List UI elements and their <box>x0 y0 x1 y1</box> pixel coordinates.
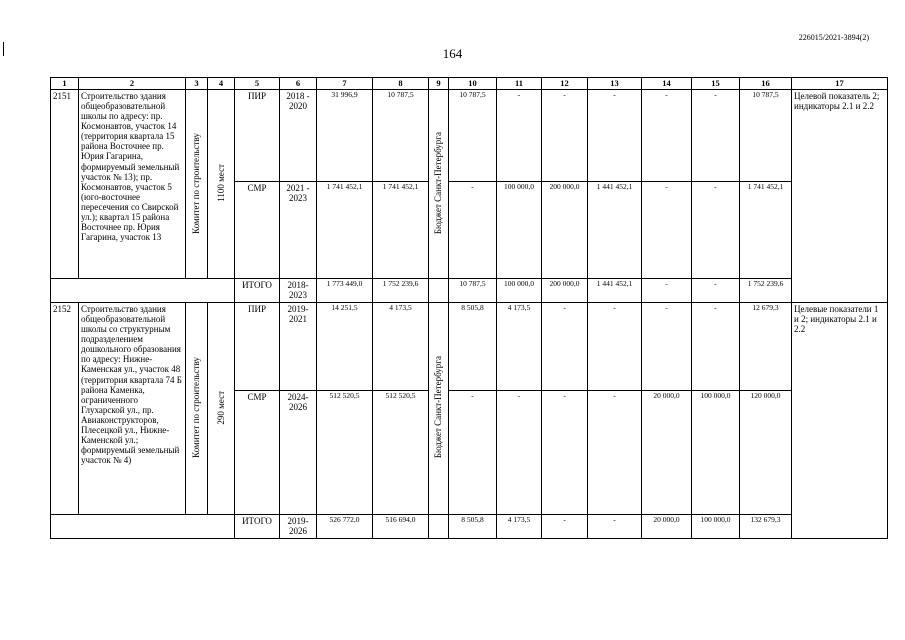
period: 2018- 2023 <box>280 279 317 303</box>
customer-text: Комитет по строительству <box>191 132 202 234</box>
program-table <box>50 77 888 539</box>
stage: СМР <box>235 391 280 515</box>
header-cell: 6 <box>280 78 317 90</box>
value-cell: 4 173,5 <box>373 303 429 391</box>
value-cell: - <box>588 515 642 539</box>
value-cell: 200 000,0 <box>542 279 588 303</box>
customer-text: Комитет по строительству <box>191 357 202 458</box>
value-cell: - <box>449 391 497 515</box>
table-row <box>51 90 888 182</box>
header-cell: 1 <box>51 78 79 90</box>
value-cell: 14 251,5 <box>317 303 373 391</box>
value-cell: 10 787,5 <box>373 90 429 182</box>
value-cell: 100 000,0 <box>692 515 740 539</box>
header-cell: 15 <box>692 78 740 90</box>
value-cell: - <box>642 279 692 303</box>
value-cell: - <box>588 303 642 391</box>
header-cell: 16 <box>740 78 792 90</box>
value-cell: - <box>588 391 642 515</box>
period: 2018 - 2020 <box>280 90 317 182</box>
period: 2019- 2021 <box>280 303 317 391</box>
value-cell: 20 000,0 <box>642 391 692 515</box>
object-description: Строительство здания общеобразовательной школы со структурным подразделением дошкольного образования по адресу: Нижне-Каменская ул., участок 48 (территория квартала 74 Б района Каменка, ограниченного Глухарской ул., пр. Авиаконструкторов, Плесецкой ул., Нижне-Каменской ул.; формируемый земельный участок № 4) <box>79 303 186 515</box>
total-row <box>51 279 888 303</box>
value-cell: 120 000,0 <box>740 391 792 515</box>
header-cell: 12 <box>542 78 588 90</box>
total-label <box>51 279 235 303</box>
value-cell: - <box>642 182 692 279</box>
indicators: Целевые показатели 1 и 2; индикаторы 2.1 и 2.2 <box>792 303 888 539</box>
value-cell: 8 505,8 <box>449 303 497 391</box>
empty-cell <box>429 279 449 303</box>
header-cell: 3 <box>186 78 208 90</box>
header-cell: 10 <box>449 78 497 90</box>
value-cell: - <box>497 391 542 515</box>
header-cell: 17 <box>792 78 888 90</box>
value-cell: - <box>642 303 692 391</box>
value-cell: 1 741 452,1 <box>740 182 792 279</box>
header-cell: 2 <box>79 78 186 90</box>
value-cell: 1 441 452,1 <box>588 182 642 279</box>
value-cell: 1 441 452,1 <box>588 279 642 303</box>
value-cell: - <box>692 279 740 303</box>
period: 2019- 2026 <box>280 515 317 539</box>
value-cell: 512 520,5 <box>317 391 373 515</box>
header-cell: 14 <box>642 78 692 90</box>
value-cell: 1 741 452,1 <box>373 182 429 279</box>
budget-text: Бюджет Санкт-Петербурга <box>433 356 444 459</box>
customer-cell <box>186 303 208 515</box>
value-cell: 12 679,3 <box>740 303 792 391</box>
capacity-text: 290 мест <box>215 390 226 425</box>
row-number: 2151 <box>51 90 79 279</box>
header-cell: 11 <box>497 78 542 90</box>
value-cell: - <box>642 90 692 182</box>
value-cell: - <box>692 182 740 279</box>
value-cell: 200 000,0 <box>542 182 588 279</box>
value-cell: - <box>449 182 497 279</box>
table-row <box>51 303 888 391</box>
indicators: Целевой показатель 2; индикаторы 2.1 и 2.2 <box>792 90 888 303</box>
stage: ПИР <box>235 303 280 391</box>
value-cell: 1 752 239,6 <box>740 279 792 303</box>
header-cell: 7 <box>317 78 373 90</box>
value-cell: 526 772,0 <box>317 515 373 539</box>
value-cell: 4 173,5 <box>497 303 542 391</box>
stage: ПИР <box>235 90 280 182</box>
value-cell: 132 679,3 <box>740 515 792 539</box>
row-number: 2152 <box>51 303 79 515</box>
value-cell: - <box>692 90 740 182</box>
value-cell: 4 173,5 <box>497 515 542 539</box>
budget-cell <box>429 90 449 279</box>
header-row <box>51 78 888 90</box>
value-cell: 512 520,5 <box>373 391 429 515</box>
value-cell: 8 505,8 <box>449 515 497 539</box>
value-cell: - <box>542 90 588 182</box>
stage: СМР <box>235 182 280 279</box>
budget-text: Бюджет Санкт-Петербурга <box>433 131 444 235</box>
value-cell: 1 752 239,6 <box>373 279 429 303</box>
value-cell: 10 787,5 <box>449 90 497 182</box>
capacity-cell <box>208 303 235 515</box>
header-cell: 13 <box>588 78 642 90</box>
value-cell: 100 000,0 <box>692 391 740 515</box>
empty-cell <box>429 515 449 539</box>
value-cell: 31 996,9 <box>317 90 373 182</box>
period: 2021 - 2023 <box>280 182 317 279</box>
value-cell: 516 694,0 <box>373 515 429 539</box>
value-cell: 10 787,5 <box>740 90 792 182</box>
total-row <box>51 515 888 539</box>
object-description: Строительство здания общеобразовательной школы по адресу: пр. Космонавтов, участок 14 (территория квартала 15 района Восточнее пр. Юрия Гагарина, формируемый земельный участок № 13); пр. Космонавтов, участок 5 (юго-восточнее пересечения со Свирской ул.); квартал 15 района Восточнее пр. Юрия Гагарина, участок 13 <box>79 90 186 279</box>
value-cell: 1 773 449,0 <box>317 279 373 303</box>
empty-cell <box>51 515 235 539</box>
value-cell: - <box>542 391 588 515</box>
period: 2024- 2026 <box>280 391 317 515</box>
capacity-text: 1100 мест <box>215 164 226 202</box>
value-cell: 100 000,0 <box>497 279 542 303</box>
customer-cell <box>186 90 208 279</box>
header-cell: 9 <box>429 78 449 90</box>
value-cell: 10 787,5 <box>449 279 497 303</box>
header-cell: 5 <box>235 78 280 90</box>
value-cell: 100 000,0 <box>497 182 542 279</box>
document-id: 226015/2021-3894(2) <box>798 33 869 42</box>
total-label: ИТОГО <box>235 515 280 539</box>
value-cell: - <box>692 303 740 391</box>
page-number: 164 <box>442 46 463 61</box>
value-cell: - <box>542 303 588 391</box>
header-cell: 8 <box>373 78 429 90</box>
value-cell: 1 741 452,1 <box>317 182 373 279</box>
value-cell: - <box>588 90 642 182</box>
value-cell: - <box>542 515 588 539</box>
total-label: ИТОГО <box>235 279 280 303</box>
header-cell: 4 <box>208 78 235 90</box>
value-cell: 20 000,0 <box>642 515 692 539</box>
capacity-cell <box>208 90 235 279</box>
budget-cell <box>429 303 449 515</box>
value-cell: - <box>497 90 542 182</box>
